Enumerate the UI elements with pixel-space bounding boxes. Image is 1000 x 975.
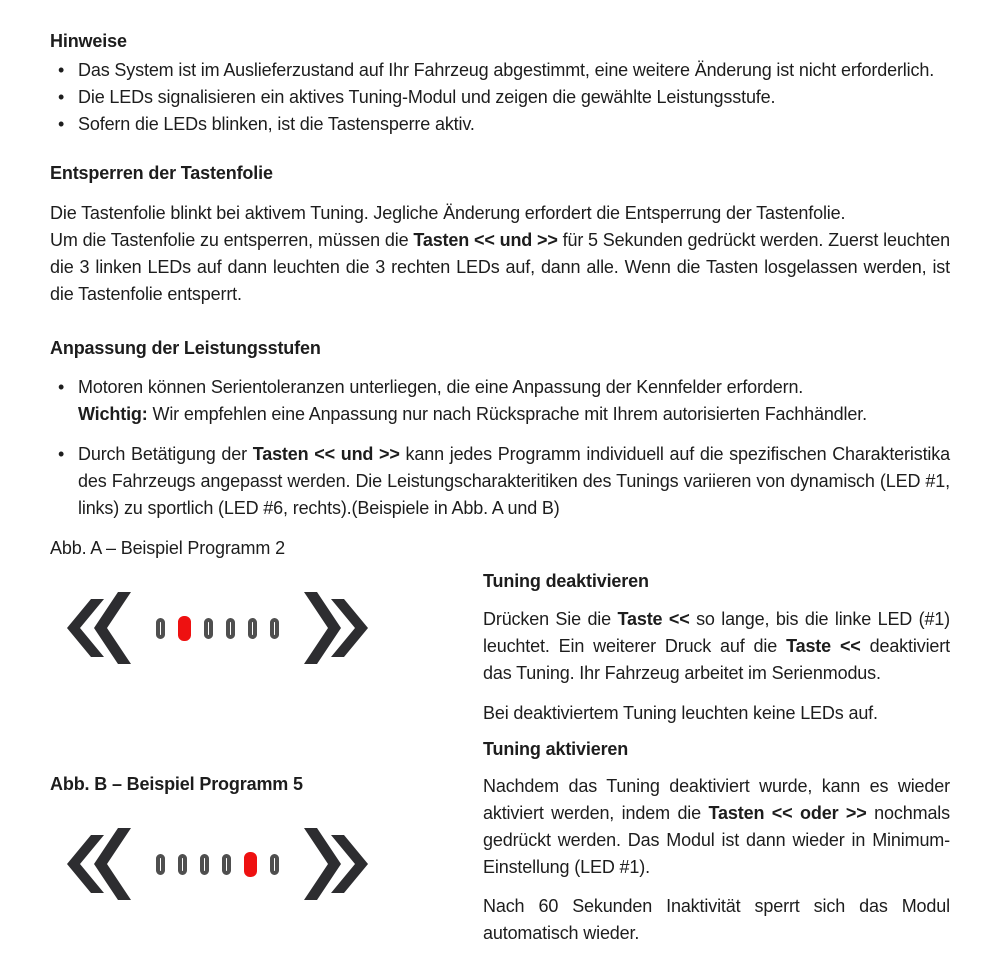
section-entsperren <box>50 160 950 308</box>
led-off <box>270 854 279 875</box>
figures-column <box>50 535 483 947</box>
section-hinweise <box>50 28 950 138</box>
led-on <box>178 616 191 641</box>
double-chevron-right-icon <box>303 592 369 664</box>
bullet-item <box>50 374 950 428</box>
bullet-item: • Das System ist im Auslieferzustand auf Ihr Fahrzeug abgestimmt, eine weitere Änderung ist nicht erforderlich. <box>50 57 950 84</box>
bullet-item: • Die LEDs signalisieren ein aktives Tuning-Modul und zeigen die gewählte Leistungsstufe. <box>50 84 950 111</box>
hinweise-bullet-list <box>50 57 950 138</box>
led-row <box>156 616 279 641</box>
entsperren-line1: Die Tastenfolie blinkt bei aktivem Tuning. Jegliche Änderung erfordert die Entsperrung der Tastenfolie. <box>50 203 846 223</box>
double-chevron-left-icon <box>66 592 132 664</box>
anpassung-bullet-list <box>50 374 950 522</box>
figure-a-label: Abb. A – Beispiel Programm 2 <box>50 538 285 558</box>
anpassung-bullet1-line2: Wichtig: Wir empfehlen eine Anpassung nur nach Rücksprache mit Ihrem autorisierten Fachhändler. <box>78 404 867 424</box>
double-chevron-left-icon <box>66 828 132 900</box>
figure-b-label: Abb. B – Beispiel Programm 5 <box>50 774 303 794</box>
led-off <box>156 854 165 875</box>
led-on <box>244 852 257 877</box>
led-off <box>178 854 187 875</box>
led-off <box>248 618 257 639</box>
bullet-item: • Sofern die LEDs blinken, ist die Tastensperre aktiv. <box>50 111 950 138</box>
tuning-deaktivieren-heading: Tuning deaktivieren <box>483 571 649 591</box>
hinweise-heading: Hinweise <box>50 31 127 51</box>
led-off <box>270 618 279 639</box>
figures-and-instructions <box>50 535 950 947</box>
tuning-deaktivieren-paragraph: Drücken Sie die Taste << so lange, bis die linke LED (#1) leuchtet. Ein weiterer Druck auf die Taste << deaktiviert das Tuning. Ihr Fahrzeug arbeitet im Serienmodus. <box>483 609 951 683</box>
tuning-deaktivieren-note: Bei deaktiviertem Tuning leuchten keine LEDs auf. <box>483 703 878 723</box>
instructions-column <box>483 535 950 947</box>
double-chevron-right-icon <box>303 828 369 900</box>
led-display-program-2 <box>66 592 483 664</box>
led-off <box>204 618 213 639</box>
led-row <box>156 852 279 877</box>
entsperren-paragraph <box>50 200 950 308</box>
led-off <box>200 854 209 875</box>
anpassung-heading: Anpassung der Leistungsstufen <box>50 338 321 358</box>
bullet-item: • Durch Betätigung der Tasten << und >> kann jedes Programm individuell auf die spezifischen Charakteristika des Fahrzeugs angepasst werden. Die Leistungscharakteritiken des Tunings variieren von dynamisch (LED #1, links) zu sportlich (LED #6, rechts).(Beispiele in Abb. A und B) <box>50 441 950 522</box>
led-off <box>226 618 235 639</box>
led-off <box>156 618 165 639</box>
led-off <box>222 854 231 875</box>
section-anpassung <box>50 335 950 522</box>
anpassung-bullet1-line1: • Motoren können Serientoleranzen unterliegen, die eine Anpassung der Kennfelder erfordern. <box>78 377 804 397</box>
tuning-aktivieren-note: Nach 60 Sekunden Inaktivität sperrt sich das Modul automatisch wieder. <box>483 896 950 943</box>
tuning-aktivieren-heading: Tuning aktivieren <box>483 739 629 759</box>
tuning-aktivieren-paragraph: Nachdem das Tuning deaktiviert wurde, kann es wieder aktiviert werden, indem die Tasten << oder >> nochmals gedrückt werden. Das Modul ist dann wieder in Minimum-Einstellung (LED #1). <box>483 776 951 877</box>
entsperren-heading: Entsperren der Tastenfolie <box>50 163 273 183</box>
led-display-program-5 <box>66 828 483 900</box>
entsperren-body: Um die Tastenfolie zu entsperren, müssen die Tasten << und >> für 5 Sekunden gedrückt werden. Zuerst leuchten die 3 linken LEDs auf dann leuchten die 3 rechten LEDs auf, dann alle. Wenn die Tasten losgelassen werden, ist die Tastenfolie entsperrt. <box>50 230 950 304</box>
